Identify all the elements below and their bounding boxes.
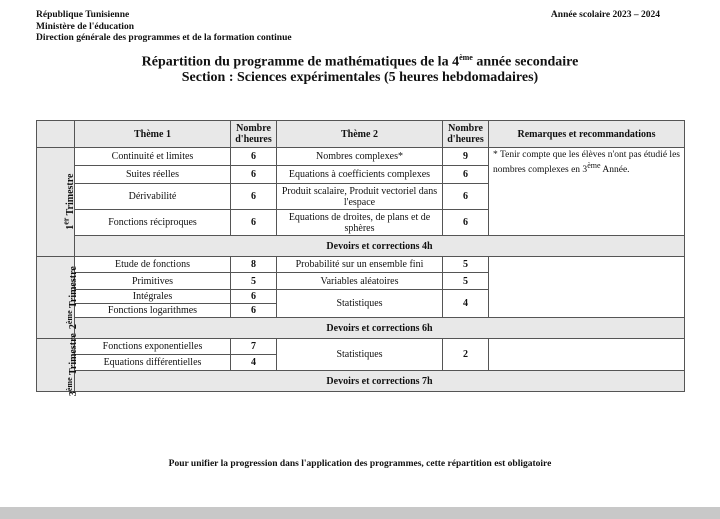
theme2-cell: Nombres complexes* [277, 148, 443, 166]
hours2-cell: 5 [443, 273, 489, 290]
devoirs-cell: Devoirs et corrections 7h [75, 371, 685, 392]
devoirs-cell: Devoirs et corrections 6h [75, 318, 685, 339]
hours1-cell: 6 [231, 210, 277, 236]
trimester-sup: ème [64, 377, 74, 392]
trimester-num: 1 [64, 225, 76, 231]
program-table [36, 120, 685, 397]
hours2-cell: 4 [443, 290, 489, 318]
title-part-a: Répartition du programme de mathématiques de la 4 [141, 54, 460, 70]
hours1-cell: 6 [231, 148, 277, 166]
remark-end: Année. [600, 164, 630, 175]
corner-cell [37, 121, 75, 148]
devoirs-row [37, 318, 685, 339]
remark-sup: ème [587, 160, 601, 170]
hours2-cell: 9 [443, 148, 489, 166]
trimester-word: Trimestre [68, 333, 80, 376]
hours1-cell: 7 [231, 339, 277, 355]
theme2-cell: Equations à coefficients complexes [277, 166, 443, 184]
table-row [37, 148, 685, 166]
trimester-word: Trimestre [64, 173, 76, 216]
theme1-cell: Equations différentielles [75, 355, 231, 371]
hours2-cell: 6 [443, 210, 489, 236]
header-hours2: Nombre d'heures [443, 121, 489, 148]
footer-note: Pour unifier la progression dans l'application des programmes, cette répartition est obligatoire [168, 459, 552, 469]
remark-cell-empty [489, 257, 685, 318]
theme1-cell: Continuité et limites [75, 148, 231, 166]
theme1-cell: Etude de fonctions [75, 257, 231, 273]
theme2-cell: Equations de droites, de plans et de sphères [277, 210, 443, 236]
theme1-cell: Primitives [75, 273, 231, 290]
theme1-cell: Dérivabilité [75, 184, 231, 210]
hours2-cell: 6 [443, 184, 489, 210]
remark-cell-empty [489, 339, 685, 371]
direction-label: Direction générale des programmes et de la formation continue [36, 33, 292, 43]
theme2-cell: Statistiques [277, 339, 443, 371]
hours2-cell: 6 [443, 166, 489, 184]
hours1-cell: 6 [231, 304, 277, 318]
hours1-cell: 6 [231, 290, 277, 304]
hours2-cell: 5 [443, 257, 489, 273]
title-part-b: année secondaire [472, 54, 579, 70]
devoirs-cell: Devoirs et corrections 4h [75, 236, 685, 257]
theme1-cell: Fonctions logarithmes [75, 304, 231, 318]
header-theme2: Thème 2 [277, 121, 443, 148]
hours1-cell: 6 [231, 184, 277, 210]
trimester-sup: er [61, 218, 71, 226]
bottom-bar [0, 507, 720, 519]
hours1-cell: 4 [231, 355, 277, 371]
theme1-cell: Suites réelles [75, 166, 231, 184]
trimester-3-label [37, 333, 80, 397]
hours1-cell: 6 [231, 166, 277, 184]
theme2-cell: Produit scalaire, Produit vectoriel dans l'espace [277, 184, 443, 210]
trimester-word: Trimestre [68, 266, 80, 308]
header-theme1: Thème 1 [75, 121, 231, 148]
ministry-header [36, 10, 292, 45]
title-sup: ème [459, 53, 473, 62]
theme1-cell: Fonctions exponentielles [75, 339, 231, 355]
trimester-2-label [37, 257, 80, 339]
theme2-cell: Statistiques [277, 290, 443, 318]
trimester-num: 3 [68, 391, 80, 397]
trimester-num: 2 [68, 323, 80, 329]
ministry-label: Ministère de l'éducation [36, 21, 134, 32]
republic-label: République Tunisienne [36, 10, 130, 20]
hours1-cell: 8 [231, 257, 277, 273]
theme2-cell: Variables aléatoires [277, 273, 443, 290]
header-remarks: Remarques et recommandations [489, 121, 685, 148]
page-title [0, 53, 720, 71]
table-row [37, 339, 685, 355]
table-header-row [37, 121, 685, 148]
table-row [37, 257, 685, 273]
theme2-cell: Probabilité sur un ensemble fini [277, 257, 443, 273]
theme1-cell: Fonctions réciproques [75, 210, 231, 236]
hours2-cell: 2 [443, 339, 489, 371]
theme1-cell: Intégrales [75, 290, 231, 304]
trimester-sup: ème [64, 310, 74, 324]
trimester-1-label [37, 148, 75, 257]
remark-cell [489, 148, 685, 236]
section-subtitle: Section : Sciences expérimentales (5 heures hebdomadaires) [181, 70, 539, 85]
school-year: Année scolaire 2023 – 2024 [550, 10, 660, 20]
hours1-cell: 5 [231, 273, 277, 290]
header-hours1: Nombre d'heures [231, 121, 277, 148]
devoirs-row [37, 236, 685, 257]
devoirs-row [37, 371, 685, 392]
remark-text: * Tenir compte que les élèves n'ont pas étudié les nombres complexes en 3 [493, 150, 680, 175]
